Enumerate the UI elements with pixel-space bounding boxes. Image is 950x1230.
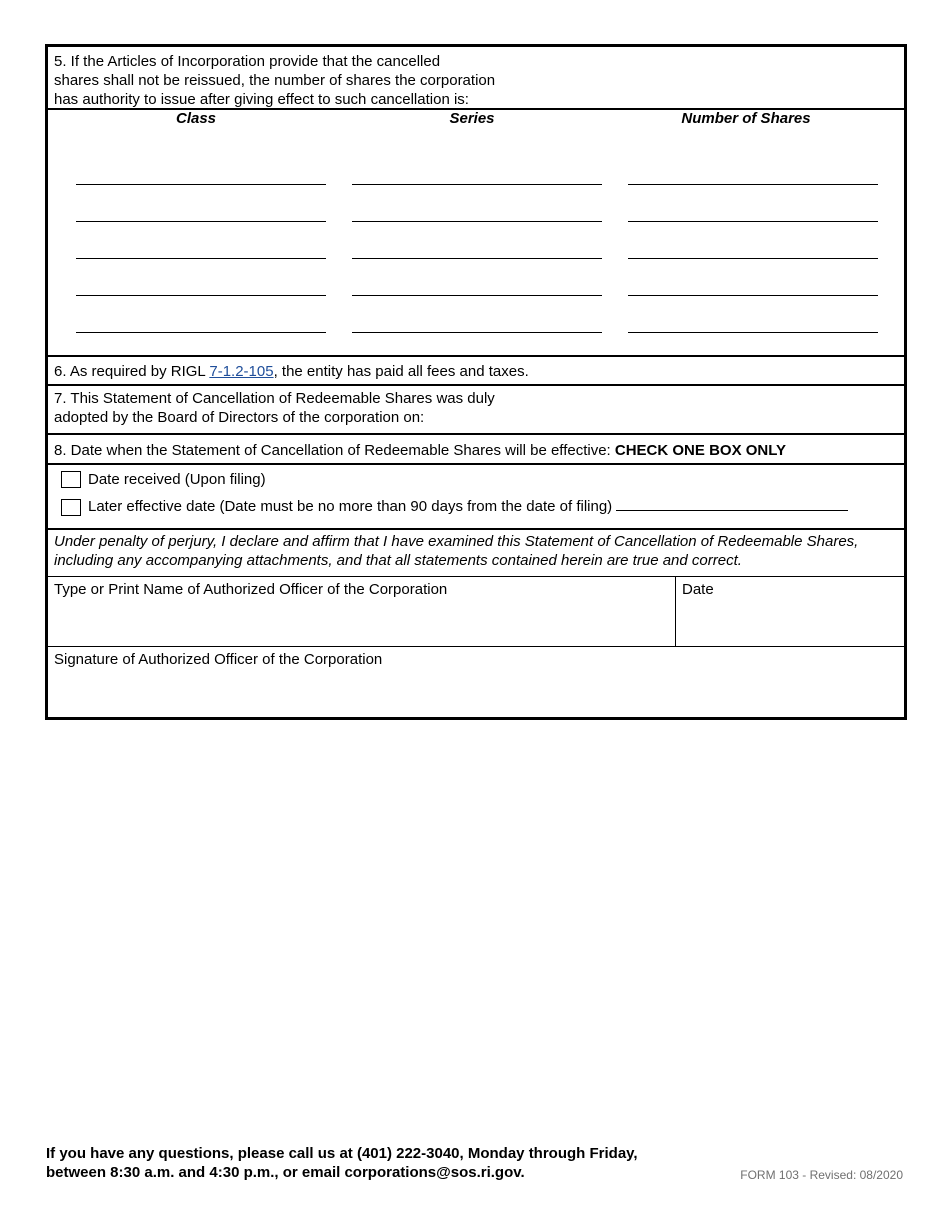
divider <box>48 463 904 465</box>
later-effective-date-row <box>88 497 848 516</box>
footer-line1: If you have any questions, please call us at (401) 222-3040, Monday through Friday, <box>46 1145 638 1162</box>
divider <box>48 384 904 386</box>
section6-text <box>54 362 529 381</box>
date-received-checkbox[interactable] <box>61 471 81 488</box>
effective-date-input[interactable] <box>616 498 848 511</box>
form-number: FORM 103 - Revised: 08/2020 <box>740 1168 903 1182</box>
later-effective-date-label: Later effective date (Date must be no more than 90 days from the date of filing) <box>88 498 613 515</box>
signature-label: Signature of Authorized Officer of the Corporation <box>54 651 383 668</box>
series-input[interactable] <box>352 258 602 259</box>
officer-name-input[interactable] <box>48 597 668 642</box>
section7-line1: 7. This Statement of Cancellation of Redeemable Shares was duly <box>54 390 495 407</box>
section8-prompt: 8. Date when the Statement of Cancellation of Redeemable Shares will be effective: <box>54 442 615 459</box>
class-input[interactable] <box>76 258 326 259</box>
divider <box>48 528 904 530</box>
series-input[interactable] <box>352 295 602 296</box>
section6-suffix: , the entity has paid all fees and taxes. <box>273 363 529 380</box>
shares-input[interactable] <box>628 221 878 222</box>
perjury-line2: including any accompanying attachments, and that all statements contained herein are true and correct. <box>54 552 742 569</box>
section7-line2: adopted by the Board of Directors of the corporation on: <box>54 409 425 426</box>
cancellation-form <box>45 44 907 720</box>
section8-text <box>54 441 786 460</box>
signature-input[interactable] <box>48 669 904 714</box>
rigl-link[interactable]: 7-1.2-105 <box>209 363 274 380</box>
shares-input[interactable] <box>628 184 878 185</box>
section5-line3: has authority to issue after giving effect to such cancellation is: <box>54 91 469 108</box>
divider <box>48 433 904 435</box>
shares-input[interactable] <box>628 332 878 333</box>
column-header-class: Class <box>175 110 217 127</box>
check-one-box-only: CHECK ONE BOX ONLY <box>614 442 787 459</box>
shares-input[interactable] <box>628 258 878 259</box>
date-received-label: Date received (Upon filing) <box>88 471 266 488</box>
divider <box>48 646 904 647</box>
class-input[interactable] <box>76 184 326 185</box>
date-label: Date <box>682 581 714 598</box>
shares-input[interactable] <box>628 295 878 296</box>
divider <box>48 576 904 577</box>
footer-line2: between 8:30 a.m. and 4:30 p.m., or email corporations@sos.ri.gov. <box>46 1164 525 1181</box>
divider <box>48 355 904 357</box>
contact-footer <box>46 1144 638 1182</box>
officer-name-label: Type or Print Name of Authorized Officer of the Corporation <box>54 581 448 598</box>
series-input[interactable] <box>352 184 602 185</box>
section6-prefix: 6. As required by RIGL <box>54 363 210 380</box>
class-input[interactable] <box>76 221 326 222</box>
class-input[interactable] <box>76 295 326 296</box>
section5-line2: shares shall not be reissued, the number of shares the corporation <box>54 72 496 89</box>
later-effective-date-checkbox[interactable] <box>61 499 81 516</box>
series-input[interactable] <box>352 221 602 222</box>
perjury-line1: Under penalty of perjury, I declare and affirm that I have examined this Statement of Cancellation of Redeemable Shares, <box>54 533 859 550</box>
column-header-series: Series <box>449 110 495 127</box>
date-input[interactable] <box>676 597 902 642</box>
section5-line1: 5. If the Articles of Incorporation provide that the cancelled <box>54 53 441 70</box>
column-header-number-of-shares: Number of Shares <box>681 110 811 127</box>
series-input[interactable] <box>352 332 602 333</box>
class-input[interactable] <box>76 332 326 333</box>
